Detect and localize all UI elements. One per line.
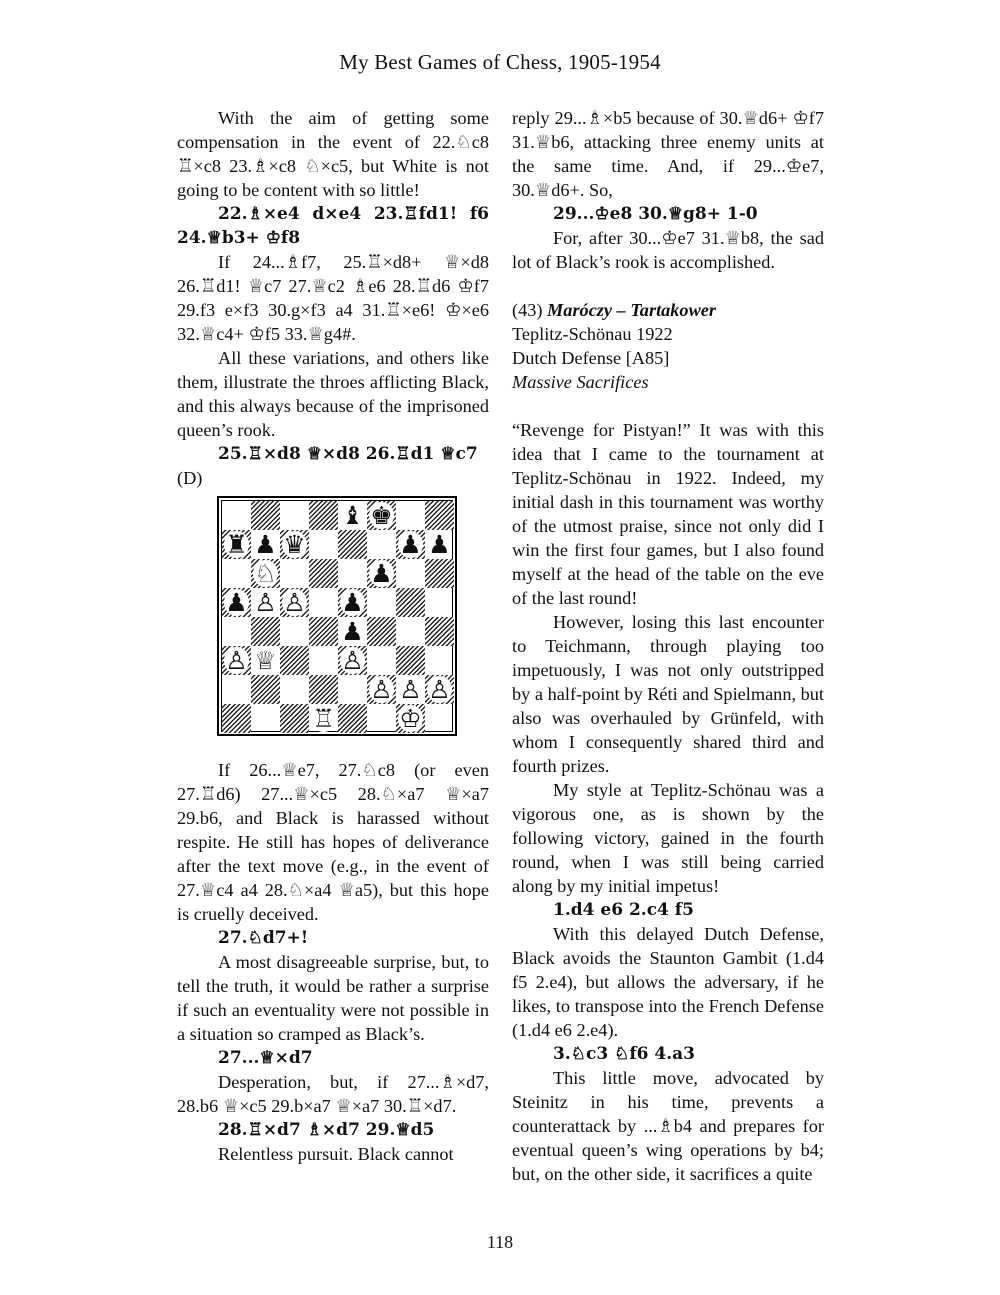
board-square [251, 588, 280, 617]
chess-piece: ♟ [370, 559, 393, 588]
chess-piece: ♜ [225, 530, 248, 559]
board-square [425, 559, 454, 588]
chess-board [221, 500, 453, 732]
board-square [425, 617, 454, 646]
board-square [280, 559, 309, 588]
paragraph: For, after 30...♔e7 31.♕b8, the sad lot of Black’s rook is accomplished. [512, 228, 824, 272]
paragraph: With this delayed Dutch Defense, Black avoids the Staunton Gambit (1.d4 f5 2.e4), but allows the adversary, if he likes, to transpose into the French Defense (1.d4 e6 2.e4). [512, 924, 824, 1040]
chess-piece: ♙ [428, 675, 451, 704]
board-square [338, 588, 367, 617]
paragraph: However, losing this last encounter to Teichmann, through playing too impetuously, I was not only outstripped by a half-point by Réti and Spielmann, but also was overhauled by Grünfeld, with whom I consequently shared third and fourth prizes. [512, 612, 824, 776]
board-square [222, 646, 251, 675]
move-line: 1.d4 e6 2.c4 f5 [553, 900, 694, 920]
board-square [222, 559, 251, 588]
left-column [177, 106, 489, 1166]
page-number: 118 [486, 1232, 514, 1252]
board-square [280, 530, 309, 559]
board-square [251, 617, 280, 646]
board-square [396, 617, 425, 646]
board-square [338, 559, 367, 588]
chess-piece: ♙ [283, 588, 306, 617]
chess-piece: ♛ [283, 530, 306, 559]
board-square [338, 704, 367, 733]
chess-piece: ♝ [341, 501, 364, 530]
chess-piece: ♖ [312, 704, 335, 733]
board-square [367, 501, 396, 530]
paragraph: With the aim of getting some compensation in the event of 22.♘c8 ♖×c8 23.♗×c8 ♘×c5, but White is not going to be content with so little! [177, 108, 489, 200]
board-square [425, 501, 454, 530]
chess-piece: ♙ [341, 646, 364, 675]
board-square [425, 675, 454, 704]
chess-piece: ♙ [225, 646, 248, 675]
paragraph: All these variations, and others like them, illustrate the throes afflicting Black, and this always because of the imprisoned queen’s rook. [177, 348, 489, 440]
board-square [251, 675, 280, 704]
spacer [512, 394, 824, 418]
chess-piece: ♟ [225, 588, 248, 617]
board-square [222, 675, 251, 704]
board-square [222, 617, 251, 646]
board-square [338, 617, 367, 646]
move-line: 3.♘c3 ♘f6 4.a3 [553, 1044, 695, 1064]
board-square [367, 617, 396, 646]
chess-piece: ♟ [341, 617, 364, 646]
paragraph: reply 29...♗×b5 because of 30.♕d6+ ♔f7 31.♕b6, attacking three enemy units at the same time. And, if 29...♔e7, 30.♕d6+. So, [512, 108, 824, 200]
board-square [367, 559, 396, 588]
board-square [367, 675, 396, 704]
board-square [425, 646, 454, 675]
board-square [251, 704, 280, 733]
board-square [396, 559, 425, 588]
board-square [222, 530, 251, 559]
chess-piece: ♘ [254, 559, 277, 588]
game-number: (43) [512, 300, 543, 320]
game-players: Maróczy – Tartakower [547, 300, 716, 320]
game-heading [512, 298, 824, 322]
chess-piece: ♙ [254, 588, 277, 617]
board-square [222, 588, 251, 617]
paragraph: My style at Teplitz-Schönau was a vigorous one, as is shown by the following victory, gained in the fourth round, when I was still being carried along by my initial impetus! [512, 780, 824, 896]
board-square [309, 501, 338, 530]
chess-piece: ♔ [399, 704, 422, 733]
paragraph: This little move, advocated by Steinitz in his time, prevents a counterattack by ...♗b4 and prepares for eventual queen’s wing operations by b4; but, on the other side, it sacrifices a quite [512, 1068, 824, 1184]
game-opening: Dutch Defense [A85] [512, 348, 670, 368]
board-square [222, 501, 251, 530]
move-line: 27...♕×d7 [218, 1048, 313, 1068]
chess-piece: ♟ [254, 530, 277, 559]
board-square [396, 675, 425, 704]
board-square [338, 646, 367, 675]
chess-piece: ♚ [370, 501, 393, 530]
running-header: My Best Games of Chess, 1905-1954 [339, 50, 661, 74]
chess-diagram [217, 496, 457, 736]
board-square [367, 530, 396, 559]
diagram-label: (D) [177, 468, 203, 488]
board-square [367, 646, 396, 675]
board-square [280, 588, 309, 617]
board-square [251, 501, 280, 530]
board-square [367, 704, 396, 733]
board-square [280, 617, 309, 646]
board-square [338, 675, 367, 704]
spacer [512, 274, 824, 298]
board-square [367, 588, 396, 617]
board-square [309, 588, 338, 617]
game-theme: Massive Sacrifices [512, 372, 649, 392]
paragraph: Desperation, but, if 27...♗×d7, 28.b6 ♕×c5 29.b×a7 ♕×a7 30.♖×d7. [177, 1072, 489, 1116]
paragraph: If 26...♕e7, 27.♘c8 (or even 27.♖d6) 27...♕×c5 28.♘×a7 ♕×a7 29.b6, and Black is harassed without respite. He still has hopes of deliverance after the text move (e.g., in the event of 27.♕c4 a4 28.♘×a4 ♕a5), but this hope is cruelly deceived. [177, 760, 489, 924]
move-line: 22.♗×e4 d×e4 23.♖fd1! f6 24.♕b3+ ♔f8 [177, 204, 489, 248]
board-square [425, 530, 454, 559]
move-line: 28.♖×d7 ♗×d7 29.♕d5 [218, 1120, 435, 1140]
board-square [309, 646, 338, 675]
board-square [251, 530, 280, 559]
board-square [222, 704, 251, 733]
board-square [280, 675, 309, 704]
board-square [425, 704, 454, 733]
board-square [251, 646, 280, 675]
paragraph: A most disagreeable surprise, but, to tell the truth, it would be rather a surprise if such an eventuality were not possible in a situation so cramped as Black’s. [177, 952, 489, 1044]
move-line: 27.♘d7+! [218, 928, 309, 948]
board-square [280, 704, 309, 733]
right-column [512, 106, 824, 1186]
paragraph: If 24...♗f7, 25.♖×d8+ ♕×d8 26.♖d1! ♕c7 27.♕c2 ♗e6 28.♖d6 ♔f7 29.f3 e×f3 30.g×f3 a4 31.♖×e6! ♔×e6 32.♕c4+ ♔f5 33.♕g4#. [177, 252, 489, 344]
chess-piece: ♙ [399, 675, 422, 704]
board-square [396, 704, 425, 733]
chess-piece: ♟ [341, 588, 364, 617]
board-square [280, 501, 309, 530]
board-square [309, 530, 338, 559]
chess-piece: ♟ [399, 530, 422, 559]
game-venue: Teplitz-Schönau 1922 [512, 324, 673, 344]
paragraph: Relentless pursuit. Black cannot [218, 1144, 454, 1164]
board-square [396, 501, 425, 530]
move-line: 25.♖×d8 ♕×d8 26.♖d1 ♕c7 [218, 444, 478, 464]
board-square [251, 559, 280, 588]
board-square [280, 646, 309, 675]
board-square [309, 704, 338, 733]
chess-piece: ♕ [254, 646, 277, 675]
board-square [309, 559, 338, 588]
board-square [396, 646, 425, 675]
board-square [309, 675, 338, 704]
board-square [396, 588, 425, 617]
board-square [425, 588, 454, 617]
chess-piece: ♟ [428, 530, 451, 559]
move-line: 29...♔e8 30.♕g8+ 1-0 [553, 204, 758, 224]
paragraph: “Revenge for Pistyan!” It was with this idea that I came to the tournament at Teplitz-Schönau in 1922. Indeed, my initial dash in this tournament was worthy of the utmost praise, since not only did I win the first four games, but I also found myself at the head of the table on the eve of the last round! [512, 420, 824, 608]
board-square [309, 617, 338, 646]
board-square [338, 501, 367, 530]
board-square [396, 530, 425, 559]
board-square [338, 530, 367, 559]
chess-piece: ♙ [370, 675, 393, 704]
